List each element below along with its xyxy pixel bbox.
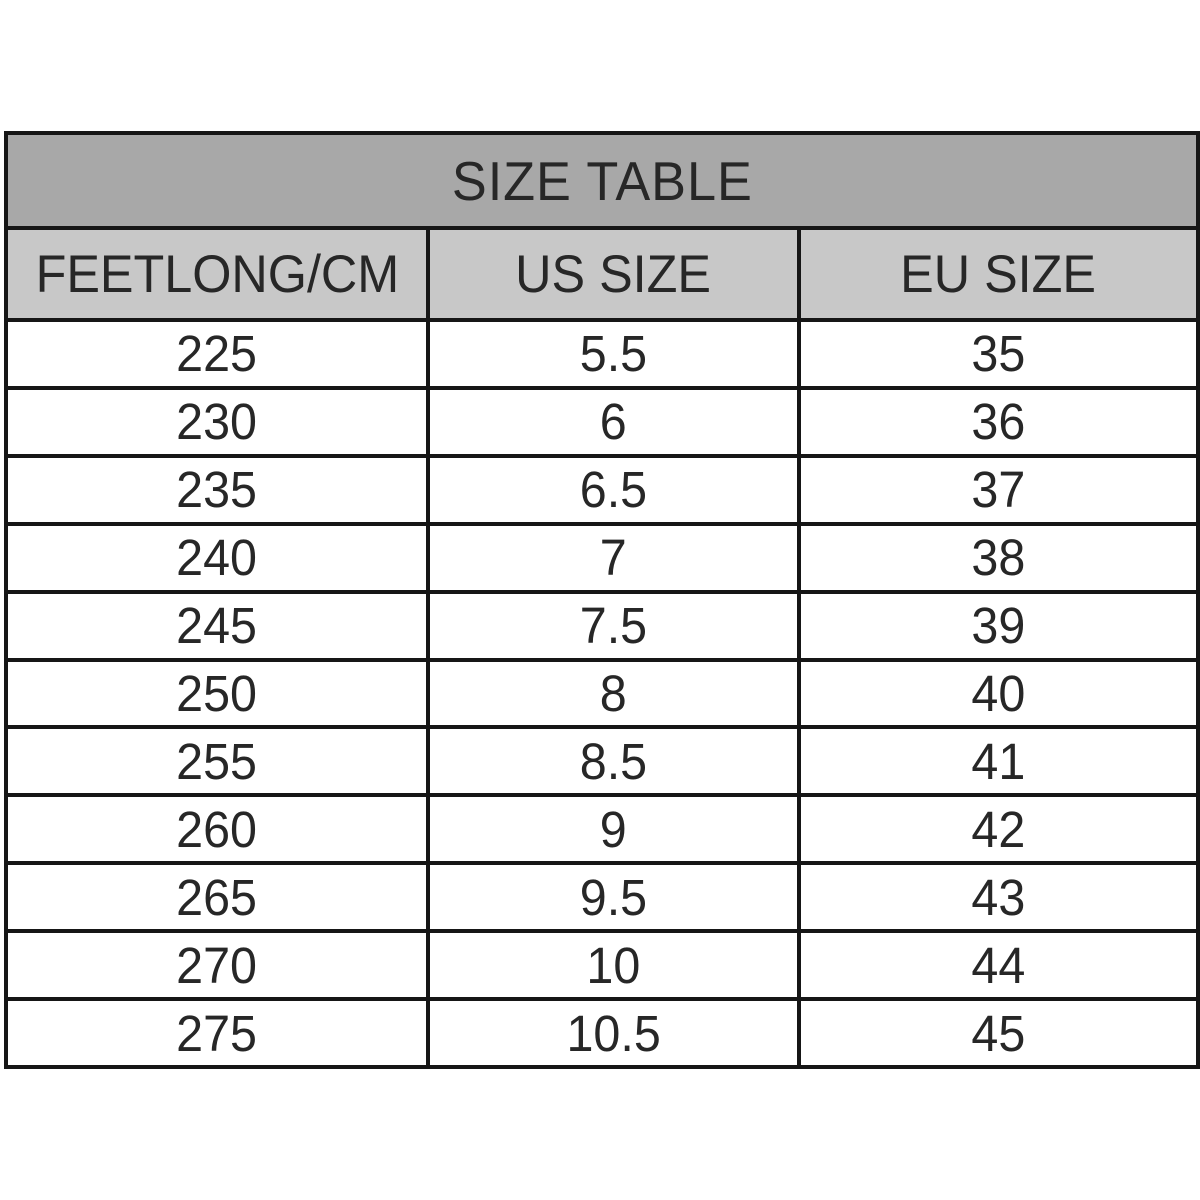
table-cell-text: 36: [971, 393, 1026, 451]
table-cell: [6, 931, 428, 999]
table-cell-text: 41: [971, 732, 1026, 790]
table-cell-text: 10: [586, 936, 641, 994]
table-cell-text: 255: [176, 732, 258, 790]
table-cell: [6, 660, 428, 728]
table-cell-text: 265: [176, 868, 258, 926]
table-cell: [799, 660, 1198, 728]
table-cell: [6, 592, 428, 660]
table-cell-text: 225: [176, 325, 258, 383]
table-cell-text: 260: [176, 800, 258, 858]
table-cell: [6, 524, 428, 592]
table-cell: [6, 999, 428, 1067]
table-row: [6, 320, 1198, 388]
table-cell-text: 9: [600, 800, 627, 858]
table-cell-text: 245: [176, 597, 258, 655]
column-header-us-size: US SIZE: [428, 228, 799, 320]
table-cell-text: 230: [176, 393, 258, 451]
column-header-feetlong-cm: FEETLONG/CM: [6, 228, 428, 320]
table-cell: [6, 795, 428, 863]
table-row: [6, 660, 1198, 728]
table-row: [6, 592, 1198, 660]
table-cell-text: 39: [971, 597, 1026, 655]
table-cell: [799, 388, 1198, 456]
table-cell: [799, 592, 1198, 660]
table-cell: [6, 456, 428, 524]
table-cell: [6, 388, 428, 456]
table-cell: [799, 931, 1198, 999]
table-row: [6, 931, 1198, 999]
table-cell-text: 44: [971, 936, 1026, 994]
table-body: [6, 320, 1198, 1067]
table-cell: [428, 320, 799, 388]
table-cell-text: 10.5: [566, 1004, 661, 1062]
column-header-eu-size: EU SIZE: [799, 228, 1198, 320]
table-row: [6, 456, 1198, 524]
table-cell-text: 7.5: [579, 597, 648, 655]
table-cell: [799, 863, 1198, 931]
table-cell-text: 235: [176, 461, 258, 519]
table-cell-text: 42: [971, 800, 1026, 858]
table-cell-text: 6: [600, 393, 627, 451]
table-cell-text: 6.5: [579, 461, 648, 519]
table-cell: [799, 524, 1198, 592]
table-cell: [428, 660, 799, 728]
table-cell-text: 275: [176, 1004, 258, 1062]
table-cell: [428, 524, 799, 592]
table-cell-text: 8.5: [579, 732, 648, 790]
size-table: [4, 131, 1200, 1069]
table-cell: [428, 999, 799, 1067]
table-row: [6, 999, 1198, 1067]
table-cell: [428, 795, 799, 863]
table-cell-text: 250: [176, 664, 258, 722]
table-cell-text: 240: [176, 529, 258, 587]
table-cell-text: 45: [971, 1004, 1026, 1062]
table-row: [6, 388, 1198, 456]
table-row: [6, 524, 1198, 592]
table-cell: [6, 727, 428, 795]
table-title-row: [6, 133, 1198, 228]
table-cell-text: 9.5: [579, 868, 648, 926]
table-cell: [6, 320, 428, 388]
table-row: [6, 795, 1198, 863]
table-cell: [428, 727, 799, 795]
table-title: [6, 133, 1198, 228]
table-cell: [6, 863, 428, 931]
table-cell-text: 38: [971, 529, 1026, 587]
table-cell-text: 5.5: [579, 325, 648, 383]
table-cell-text: 43: [971, 868, 1026, 926]
table-title-text: SIZE TABLE: [451, 149, 753, 212]
table-cell: [428, 931, 799, 999]
table-cell-text: 270: [176, 936, 258, 994]
table-cell: [428, 592, 799, 660]
table-cell-text: 8: [600, 664, 627, 722]
table-cell-text: 7: [600, 529, 627, 587]
table-cell: [799, 795, 1198, 863]
table-cell-text: 35: [971, 325, 1026, 383]
table-cell: [799, 456, 1198, 524]
table-cell: [799, 320, 1198, 388]
table-row: [6, 863, 1198, 931]
table-cell: [799, 999, 1198, 1067]
table-cell: [799, 727, 1198, 795]
table-header-row: [6, 228, 1198, 320]
table-cell-text: 37: [971, 461, 1026, 519]
table-cell: [428, 456, 799, 524]
table-cell: [428, 863, 799, 931]
table-cell-text: 40: [971, 664, 1026, 722]
table-cell: [428, 388, 799, 456]
table-row: [6, 727, 1198, 795]
